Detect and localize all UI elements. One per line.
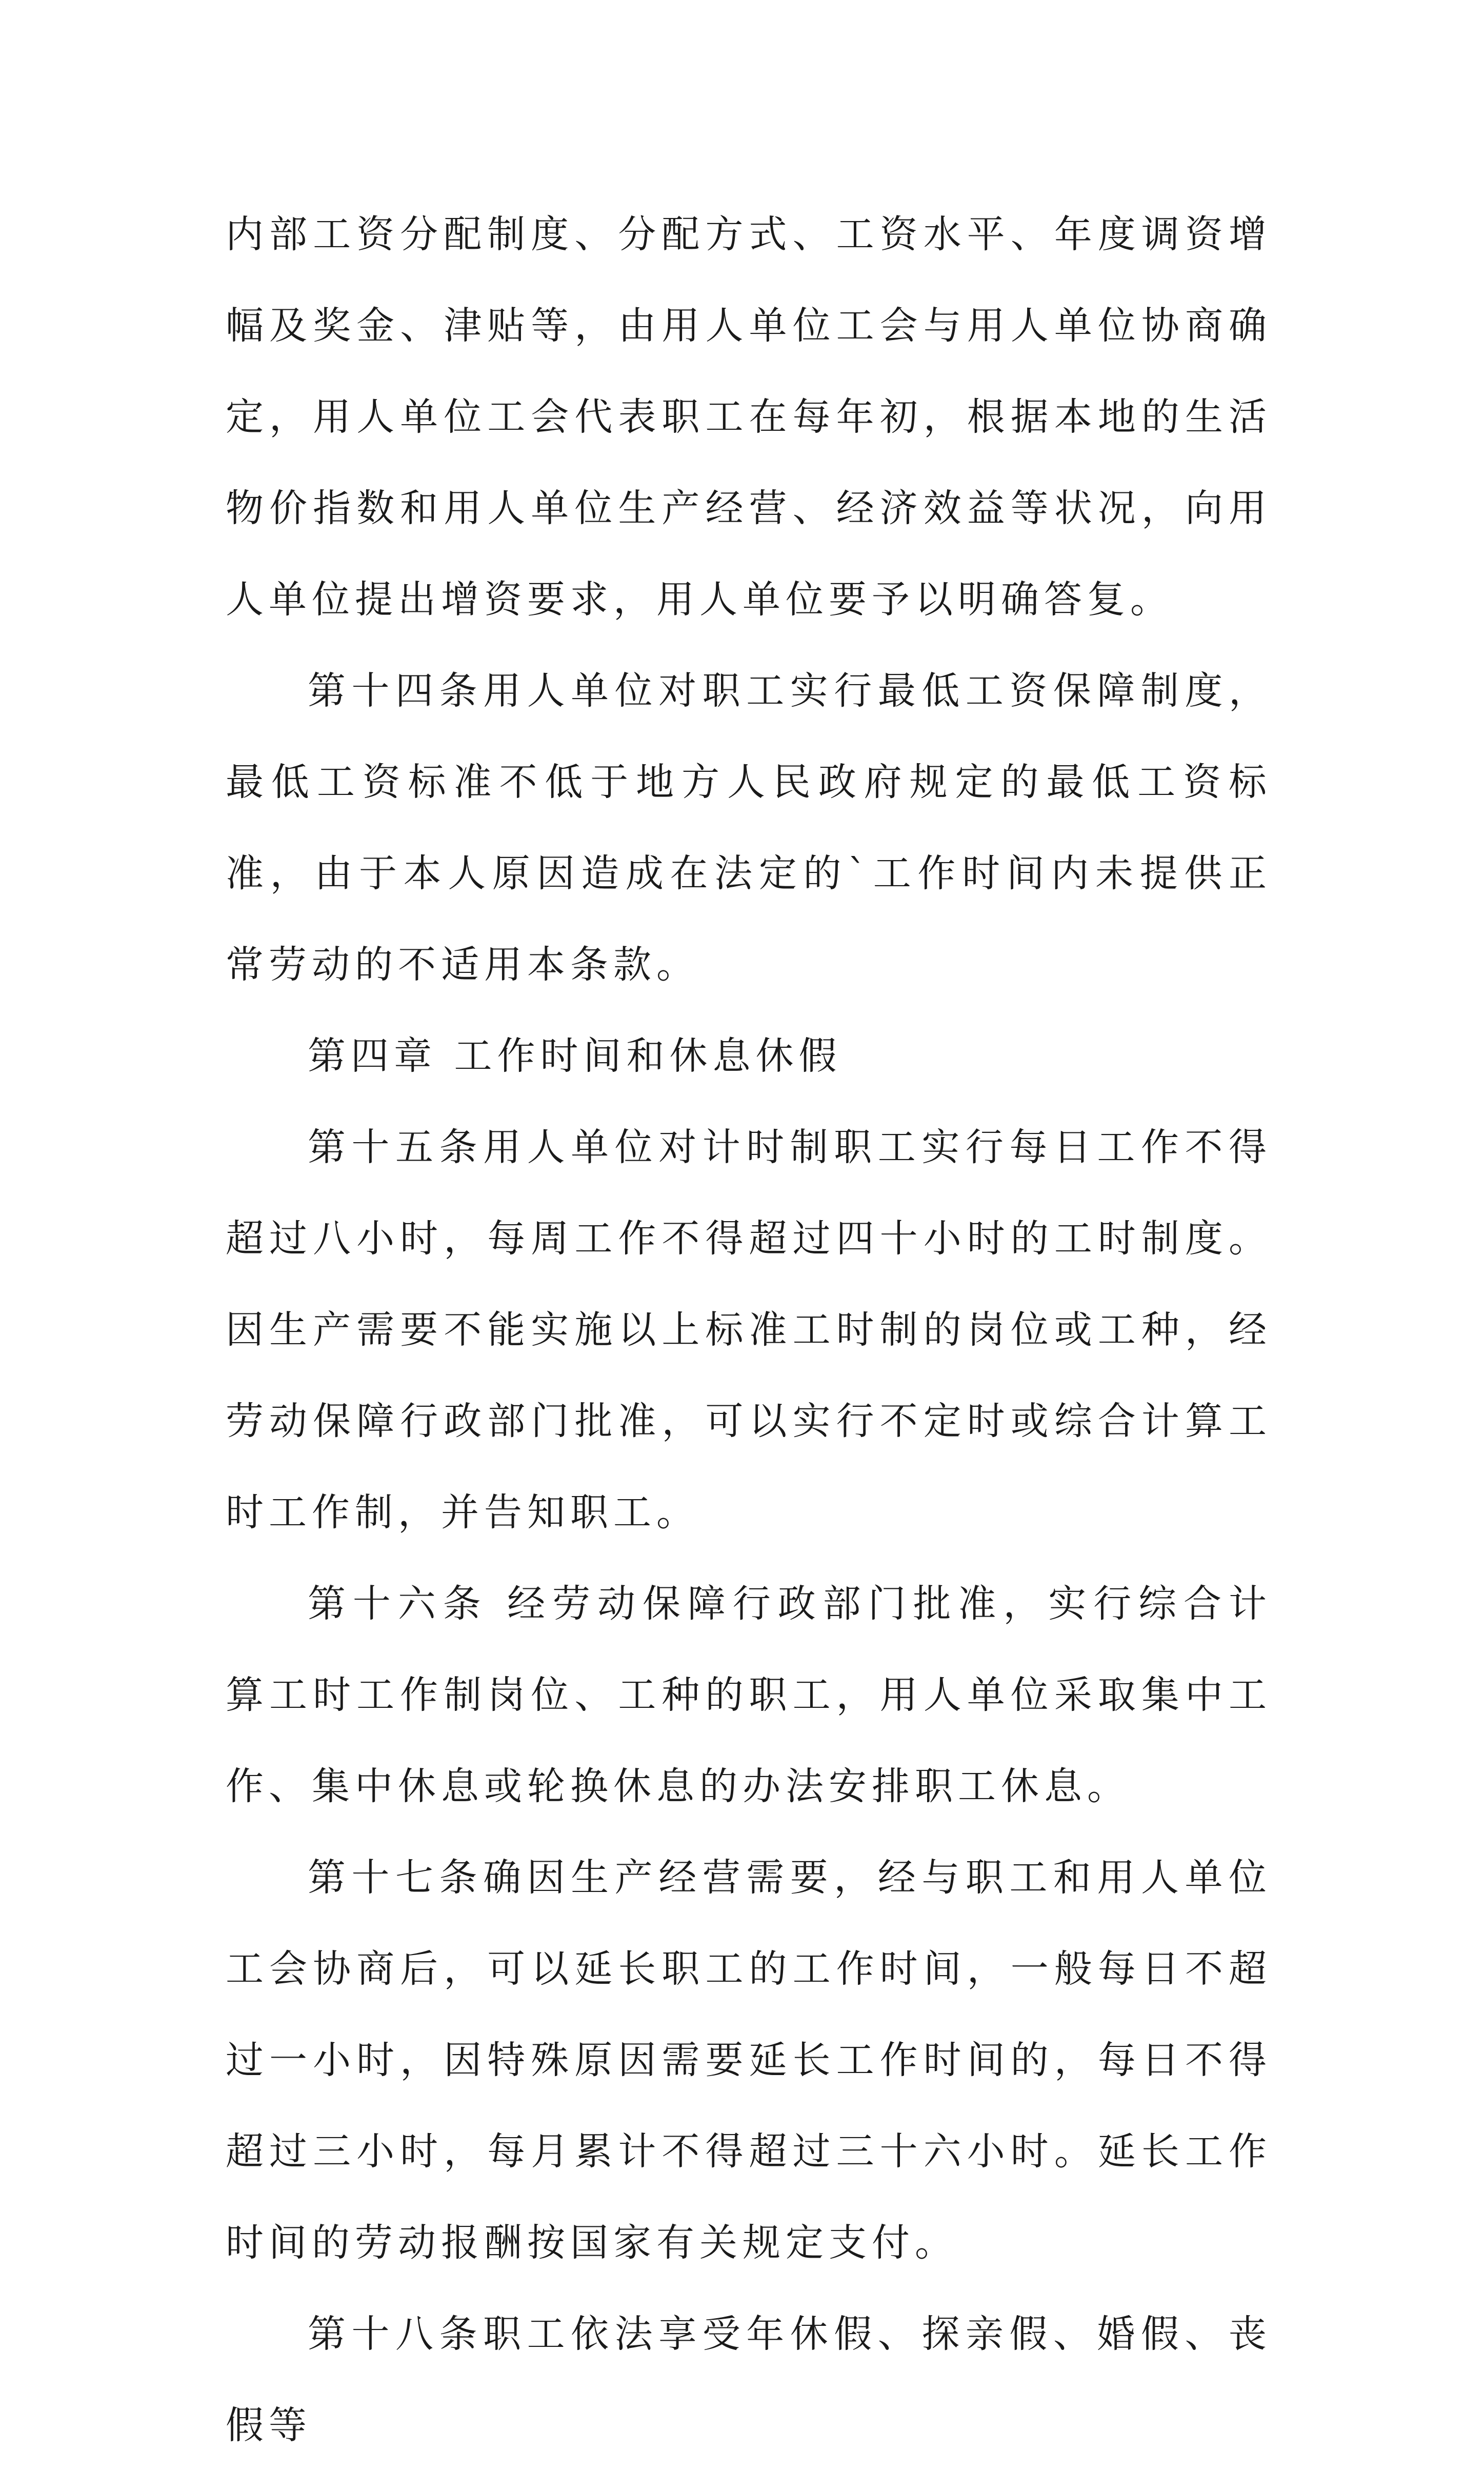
paragraph-article-15: 第十五条用人单位对计时制职工实行每日工作不得超过八小时，每周工作不得超过四十小时的工时制度。因生产需要不能实施以上标准工时制的岗位或工种，经劳动保障行政部门批准，可以实行不定时或综合计算工时工作制，并告知职工。 — [226, 1125, 1272, 1535]
paragraph-article-16: 第十六条 经劳动保障行政部门批准，实行综合计算工时工作制岗位、工种的职工，用人单位采取集中工作、集中休息或轮换休息的办法安排职工休息。 — [226, 1582, 1272, 1808]
paragraph-wage-distribution: 内部工资分配制度、分配方式、工资水平、年度调资增幅及奖金、津贴等，由用人单位工会与用人单位协商确定，用人单位工会代表职工在每年初，根据本地的生活物价指数和用人单位生产经营、经济效益等状况，向用人单位提出增资要求，用人单位要予以明确答复。 — [226, 212, 1272, 622]
paragraph-article-14: 第十四条用人单位对职工实行最低工资保障制度，最低工资标准不低于地方人民政府规定的最低工资标准，由于本人原因造成在法定的`工作时间内未提供正常劳动的不适用本条款。 — [226, 669, 1272, 987]
paragraph-article-17: 第十七条确因生产经营需要，经与职工和用人单位工会协商后，可以延长职工的工作时间，一般每日不超过一小时，因特殊原因需要延长工作时间的，每日不得超过三小时，每月累计不得超过三十六小时。延长工作时间的劳动报酬按国家有关规定支付。 — [226, 1856, 1272, 2265]
chapter-4-heading: 第四章 工作时间和休息休假 — [308, 1034, 842, 1078]
document-body — [226, 189, 1272, 2471]
paragraph-article-18: 第十八条职工依法享受年休假、探亲假、婚假、丧假等 — [226, 2312, 1272, 2447]
